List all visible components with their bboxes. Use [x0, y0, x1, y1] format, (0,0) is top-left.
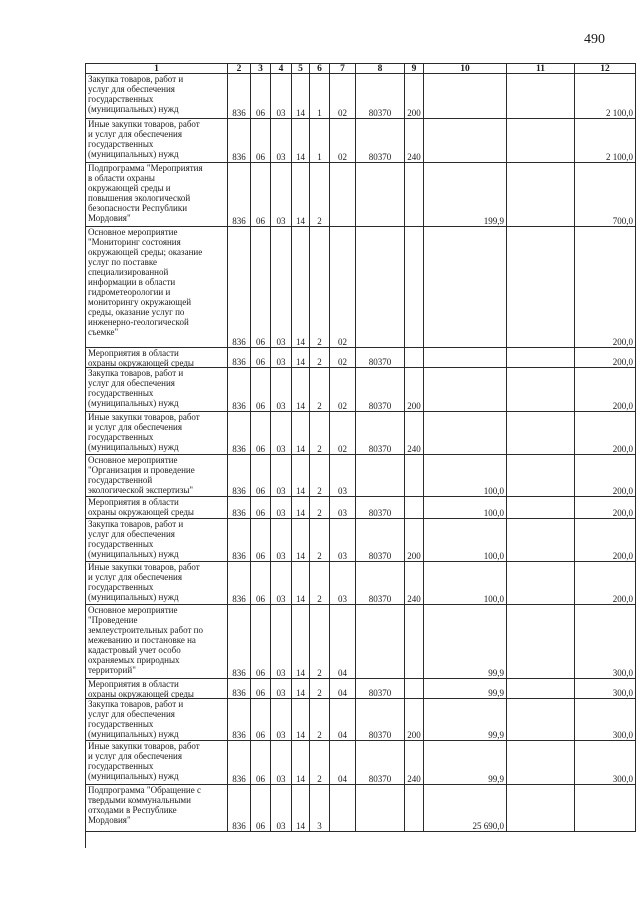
row-16-main-event — [330, 785, 356, 832]
row-1-main-event: 02 — [330, 74, 356, 119]
row-4-sum-col10 — [424, 227, 507, 348]
row-7-expense-type: 240 — [405, 412, 424, 455]
row-5-sum-col12: 200,0 — [575, 348, 636, 368]
row-14-sum-col12: 300,0 — [575, 699, 636, 741]
row-5-grbs: 836 — [228, 348, 251, 368]
row-4-grbs: 836 — [228, 227, 251, 348]
row-14-main-event: 04 — [330, 699, 356, 741]
row-10-grbs: 836 — [228, 519, 251, 562]
row-1-direction: 80370 — [356, 74, 405, 119]
row-14-expense-type: 200 — [405, 699, 424, 741]
header-cell-1: 1 — [86, 64, 228, 74]
row-2-sum-col10 — [424, 119, 507, 163]
row-11-sum-col12: 200,0 — [575, 562, 636, 605]
row-15-sum-col11 — [507, 741, 575, 785]
row-9-main-event: 03 — [330, 497, 356, 519]
row-2-grbs: 836 — [228, 119, 251, 163]
row-6-sum-col11 — [507, 368, 575, 412]
row-7-sum-col11 — [507, 412, 575, 455]
row-7-subsection: 03 — [271, 412, 292, 455]
row-11-grbs: 836 — [228, 562, 251, 605]
row-11-main-event: 03 — [330, 562, 356, 605]
row-14-grbs: 836 — [228, 699, 251, 741]
row-8-subprogram: 2 — [310, 455, 330, 497]
header-cell-5: 5 — [292, 64, 310, 74]
row-1-expense-type: 200 — [405, 74, 424, 119]
row-12-main-event: 04 — [330, 605, 356, 679]
row-4-direction — [356, 227, 405, 348]
row-11-subsection: 03 — [271, 562, 292, 605]
row-16-expense-type — [405, 785, 424, 832]
row-9-name: Мероприятия в области охраны окружающей среды — [86, 497, 228, 519]
row-7-sum-col12: 200,0 — [575, 412, 636, 455]
row-12-grbs: 836 — [228, 605, 251, 679]
row-13-subsection: 03 — [271, 679, 292, 699]
row-6-program: 14 — [292, 368, 310, 412]
row-5-subprogram: 2 — [310, 348, 330, 368]
row-8-program: 14 — [292, 455, 310, 497]
row-11-expense-type: 240 — [405, 562, 424, 605]
row-8-sum-col11 — [507, 455, 575, 497]
row-9-expense-type — [405, 497, 424, 519]
row-3-name: Подпрограмма "Мероприятия в области охраны окружающей среды и повышения экологической безопасности Республики Мордовия" — [86, 163, 228, 227]
row-7-section: 06 — [251, 412, 271, 455]
header-cell-4: 4 — [271, 64, 292, 74]
row-1-sum-col10 — [424, 74, 507, 119]
row-5-sum-col10 — [424, 348, 507, 368]
row-13-direction: 80370 — [356, 679, 405, 699]
row-15-program: 14 — [292, 741, 310, 785]
row-14-subsection: 03 — [271, 699, 292, 741]
row-9-direction: 80370 — [356, 497, 405, 519]
row-1-sum-col11 — [507, 74, 575, 119]
row-1-name: Закупка товаров, работ и услуг для обеспечения государственных (муниципальных) нужд — [86, 74, 228, 119]
row-8-direction — [356, 455, 405, 497]
row-13-sum-col12: 300,0 — [575, 679, 636, 699]
row-3-main-event — [330, 163, 356, 227]
row-13-name: Мероприятия в области охраны окружающей среды — [86, 679, 228, 699]
row-10-sum-col10: 100,0 — [424, 519, 507, 562]
row-3-program: 14 — [292, 163, 310, 227]
row-16-program: 14 — [292, 785, 310, 832]
row-7-name: Иные закупки товаров, работ и услуг для обеспечения государственных (муниципальных) нужд — [86, 412, 228, 455]
row-3-sum-col12: 700,0 — [575, 163, 636, 227]
row-15-sum-col12: 300,0 — [575, 741, 636, 785]
row-14-subprogram: 2 — [310, 699, 330, 741]
row-13-main-event: 04 — [330, 679, 356, 699]
row-8-subsection: 03 — [271, 455, 292, 497]
row-15-section: 06 — [251, 741, 271, 785]
header-cell-2: 2 — [228, 64, 251, 74]
row-1-sum-col12: 2 100,0 — [575, 74, 636, 119]
row-2-section: 06 — [251, 119, 271, 163]
row-13-subprogram: 2 — [310, 679, 330, 699]
row-12-subsection: 03 — [271, 605, 292, 679]
row-8-sum-col10: 100,0 — [424, 455, 507, 497]
row-10-name: Закупка товаров, работ и услуг для обеспечения государственных (муниципальных) нужд — [86, 519, 228, 562]
row-6-name: Закупка товаров, работ и услуг для обеспечения государственных (муниципальных) нужд — [86, 368, 228, 412]
row-15-expense-type: 240 — [405, 741, 424, 785]
row-13-sum-col11 — [507, 679, 575, 699]
row-8-grbs: 836 — [228, 455, 251, 497]
row-5-name: Мероприятия в области охраны окружающей среды — [86, 348, 228, 368]
header-cell-12: 12 — [575, 64, 636, 74]
row-4-program: 14 — [292, 227, 310, 348]
row-12-sum-col12: 300,0 — [575, 605, 636, 679]
row-5-main-event: 02 — [330, 348, 356, 368]
row-5-direction: 80370 — [356, 348, 405, 368]
row-16-sum-col12 — [575, 785, 636, 832]
header-cell-11: 11 — [507, 64, 575, 74]
row-8-sum-col12: 200,0 — [575, 455, 636, 497]
row-4-sum-col12: 200,0 — [575, 227, 636, 348]
row-1-section: 06 — [251, 74, 271, 119]
row-3-subsection: 03 — [271, 163, 292, 227]
row-2-sum-col11 — [507, 119, 575, 163]
row-9-subprogram: 2 — [310, 497, 330, 519]
row-9-grbs: 836 — [228, 497, 251, 519]
header-cell-9: 9 — [405, 64, 424, 74]
row-7-subprogram: 2 — [310, 412, 330, 455]
row-1-subprogram: 1 — [310, 74, 330, 119]
header-cell-10: 10 — [424, 64, 507, 74]
row-6-subsection: 03 — [271, 368, 292, 412]
row-2-subsection: 03 — [271, 119, 292, 163]
row-11-section: 06 — [251, 562, 271, 605]
row-16-subprogram: 3 — [310, 785, 330, 832]
row-16-grbs: 836 — [228, 785, 251, 832]
row-8-main-event: 03 — [330, 455, 356, 497]
row-5-expense-type — [405, 348, 424, 368]
row-8-name: Основное мероприятие "Организация и проведение государственной экологической экспертизы" — [86, 455, 228, 497]
row-10-direction: 80370 — [356, 519, 405, 562]
row-2-direction: 80370 — [356, 119, 405, 163]
row-13-expense-type — [405, 679, 424, 699]
row-16-subsection: 03 — [271, 785, 292, 832]
row-12-expense-type — [405, 605, 424, 679]
row-12-direction — [356, 605, 405, 679]
row-16-sum-col11 — [507, 785, 575, 832]
row-14-sum-col10: 99,9 — [424, 699, 507, 741]
row-3-sum-col11 — [507, 163, 575, 227]
row-5-program: 14 — [292, 348, 310, 368]
row-15-subprogram: 2 — [310, 741, 330, 785]
row-1-grbs: 836 — [228, 74, 251, 119]
row-6-subprogram: 2 — [310, 368, 330, 412]
row-3-direction — [356, 163, 405, 227]
row-13-sum-col10: 99,9 — [424, 679, 507, 699]
row-8-section: 06 — [251, 455, 271, 497]
header-cell-6: 6 — [310, 64, 330, 74]
row-10-subprogram: 2 — [310, 519, 330, 562]
row-14-program: 14 — [292, 699, 310, 741]
row-12-section: 06 — [251, 605, 271, 679]
row-7-grbs: 836 — [228, 412, 251, 455]
row-6-sum-col10 — [424, 368, 507, 412]
row-6-direction: 80370 — [356, 368, 405, 412]
row-10-section: 06 — [251, 519, 271, 562]
row-4-sum-col11 — [507, 227, 575, 348]
row-12-sum-col11 — [507, 605, 575, 679]
row-2-name: Иные закупки товаров, работ и услуг для обеспечения государственных (муниципальных) нужд — [86, 119, 228, 163]
row-4-main-event: 02 — [330, 227, 356, 348]
row-16-name: Подпрограмма "Обращение с твердыми коммунальными отходами в Республике Мордовия" — [86, 785, 228, 832]
row-15-direction: 80370 — [356, 741, 405, 785]
row-4-name: Основное мероприятие "Мониторинг состояния окружающей среды; оказание услуг по поставке специализированной информации в области гидрометеорологии и мониторингу окружающей среды, оказание услуг по инженерно-геологической съемке" — [86, 227, 228, 348]
row-2-sum-col12: 2 100,0 — [575, 119, 636, 163]
row-3-section: 06 — [251, 163, 271, 227]
row-14-sum-col11 — [507, 699, 575, 741]
row-2-main-event: 02 — [330, 119, 356, 163]
row-15-name: Иные закупки товаров, работ и услуг для обеспечения государственных (муниципальных) нужд — [86, 741, 228, 785]
row-11-direction: 80370 — [356, 562, 405, 605]
row-9-section: 06 — [251, 497, 271, 519]
row-12-subprogram: 2 — [310, 605, 330, 679]
row-11-program: 14 — [292, 562, 310, 605]
row-15-sum-col10: 99,9 — [424, 741, 507, 785]
row-15-grbs: 836 — [228, 741, 251, 785]
row-14-section: 06 — [251, 699, 271, 741]
row-3-subprogram: 2 — [310, 163, 330, 227]
row-10-expense-type: 200 — [405, 519, 424, 562]
row-3-sum-col10: 199,9 — [424, 163, 507, 227]
row-5-section: 06 — [251, 348, 271, 368]
row-10-program: 14 — [292, 519, 310, 562]
row-15-main-event: 04 — [330, 741, 356, 785]
row-10-sum-col12: 200,0 — [575, 519, 636, 562]
row-5-sum-col11 — [507, 348, 575, 368]
row-8-expense-type — [405, 455, 424, 497]
row-2-subprogram: 1 — [310, 119, 330, 163]
row-11-subprogram: 2 — [310, 562, 330, 605]
row-9-sum-col12: 200,0 — [575, 497, 636, 519]
row-11-sum-col11 — [507, 562, 575, 605]
row-16-section: 06 — [251, 785, 271, 832]
row-6-section: 06 — [251, 368, 271, 412]
row-7-program: 14 — [292, 412, 310, 455]
row-13-program: 14 — [292, 679, 310, 699]
row-10-sum-col11 — [507, 519, 575, 562]
row-6-expense-type: 200 — [405, 368, 424, 412]
row-9-sum-col10: 100,0 — [424, 497, 507, 519]
row-3-grbs: 836 — [228, 163, 251, 227]
row-7-sum-col10 — [424, 412, 507, 455]
row-5-subsection: 03 — [271, 348, 292, 368]
row-10-subsection: 03 — [271, 519, 292, 562]
row-12-program: 14 — [292, 605, 310, 679]
row-4-section: 06 — [251, 227, 271, 348]
row-14-direction: 80370 — [356, 699, 405, 741]
row-6-main-event: 02 — [330, 368, 356, 412]
row-1-subsection: 03 — [271, 74, 292, 119]
row-2-program: 14 — [292, 119, 310, 163]
row-9-program: 14 — [292, 497, 310, 519]
page-number: 490 — [584, 32, 605, 47]
row-4-subsection: 03 — [271, 227, 292, 348]
row-11-sum-col10: 100,0 — [424, 562, 507, 605]
row-13-section: 06 — [251, 679, 271, 699]
row-13-grbs: 836 — [228, 679, 251, 699]
row-7-main-event: 02 — [330, 412, 356, 455]
row-6-grbs: 836 — [228, 368, 251, 412]
row-2-expense-type: 240 — [405, 119, 424, 163]
row-3-expense-type — [405, 163, 424, 227]
row-9-subsection: 03 — [271, 497, 292, 519]
header-cell-8: 8 — [356, 64, 405, 74]
row-14-name: Закупка товаров, работ и услуг для обеспечения государственных (муниципальных) нужд — [86, 699, 228, 741]
row-6-sum-col12: 200,0 — [575, 368, 636, 412]
row-9-sum-col11 — [507, 497, 575, 519]
header-cell-3: 3 — [251, 64, 271, 74]
row-11-name: Иные закупки товаров, работ и услуг для обеспечения государственных (муниципальных) нужд — [86, 562, 228, 605]
row-15-subsection: 03 — [271, 741, 292, 785]
header-cell-7: 7 — [330, 64, 356, 74]
row-12-sum-col10: 99,9 — [424, 605, 507, 679]
row-7-direction: 80370 — [356, 412, 405, 455]
row-16-direction — [356, 785, 405, 832]
row-16-sum-col10: 25 690,0 — [424, 785, 507, 832]
row-4-subprogram: 2 — [310, 227, 330, 348]
budget-table — [85, 63, 636, 848]
row-4-expense-type — [405, 227, 424, 348]
row-12-name: Основное мероприятие "Проведение землеустроительных работ по межеванию и постановке на кадастровый учет особо охраняемых природных территорий" — [86, 605, 228, 679]
row-10-main-event: 03 — [330, 519, 356, 562]
row-1-program: 14 — [292, 74, 310, 119]
